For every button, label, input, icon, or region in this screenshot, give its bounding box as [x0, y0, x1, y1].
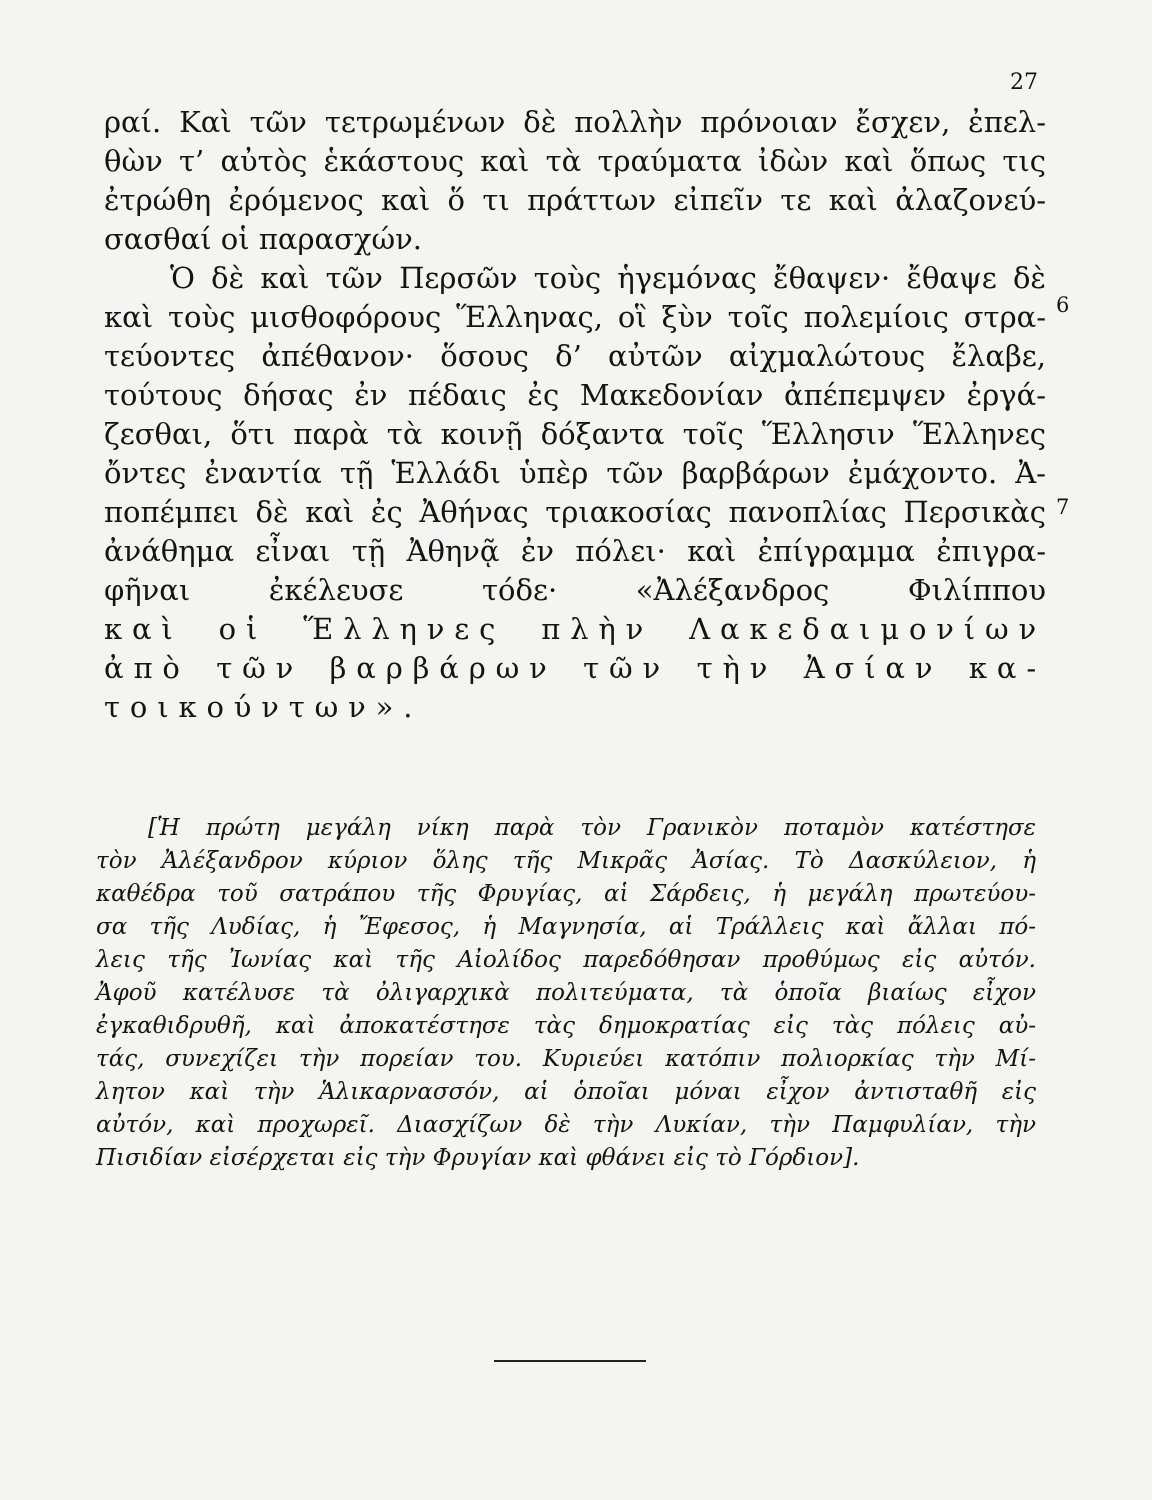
- commentary-line: Πισιδίαν εἰσέρχεται εἰς τὴν Φρυγίαν καὶ φθάνει εἰς τὸ Γόρδιον].: [96, 1145, 860, 1171]
- commentary-line: τάς, συνεχίζει τὴν πορείαν του. Κυριεύει κατόπιν πολιορκίας τὴν Μί-: [96, 1046, 1036, 1072]
- end-rule: [494, 1360, 646, 1362]
- commentary-line: σα τῆς Λυδίας, ἡ Ἔφεσος, ἡ Μαγνησία, αἱ Τράλλεις καὶ ἄλλαι πό-: [96, 914, 1036, 940]
- text-line: τούτους δήσας ἐν πέδαις ἐς Μακεδονίαν ἀπέπεμψεν ἐργά-: [104, 378, 1046, 412]
- commentary: [96, 812, 1036, 1175]
- text-line: θὼν τ’ αὐτὸς ἑκάστους καὶ τὰ τραύματα ἰδὼν καὶ ὅπως τις: [104, 144, 1046, 178]
- text-line: φῆναι ἐκέλευσε τόδε· «Ἀλέξανδρος Φιλίππου: [104, 573, 1046, 607]
- text-line: ἐτρώθη ἐρόμενος καὶ ὅ τι πράττων εἰπεῖν τε καὶ ἀλαζονεύ-: [104, 183, 1046, 217]
- text-line: ἀνάθημα εἶναι τῇ Ἀθηνᾷ ἐν πόλει· καὶ ἐπίγραμμα ἐπιγρα-: [104, 534, 1046, 568]
- text-line: σασθαί οἱ παρασχών.: [104, 222, 422, 256]
- text-line: ζεσθαι, ὅτι παρὰ τὰ κοινῇ δόξαντα τοῖς Ἕλλησιν Ἕλληνες: [104, 417, 1046, 451]
- commentary-line: Ἀφοῦ κατέλυσε τὰ ὀλιγαρχικὰ πολιτεύματα, τὰ ὁποῖα βιαίως εἶχον: [96, 980, 1036, 1006]
- inscription-line: τοικούντων».: [104, 690, 423, 724]
- page-number: 27: [1010, 70, 1038, 95]
- main-text: [104, 103, 1046, 727]
- commentary-line: καθέδρα τοῦ σατράπου τῆς Φρυγίας, αἱ Σάρδεις, ἡ μεγάλη πρωτεύου-: [96, 881, 1036, 907]
- text-line: ὄντες ἐναντία τῇ Ἑλλάδι ὑπὲρ τῶν βαρβάρων ἐμάχοντο. Ἀ-: [104, 456, 1046, 490]
- commentary-line: αὐτόν, καὶ προχωρεῖ. Διασχίζων δὲ τὴν Λυκίαν, τὴν Παμφυλίαν, τὴν: [96, 1112, 1036, 1138]
- text-line: καὶ τοὺς μισθοφόρους Ἕλληνας, οἳ ξὺν τοῖς πολεμίοις στρα-: [104, 300, 1046, 334]
- commentary-line: τὸν Ἀλέξανδρον κύριον ὅλης τῆς Μικρᾶς Ἀσίας. Τὸ Δασκύλειον, ἡ: [96, 848, 1036, 874]
- inscription-line: καὶ οἱ Ἕλληνες πλὴν Λακεδαιμονίων: [104, 612, 1046, 646]
- text-line: ραί. Καὶ τῶν τετρωμένων δὲ πολλὴν πρόνοιαν ἔσχεν, ἐπελ-: [104, 105, 1046, 139]
- commentary-line: [Ἡ πρώτη μεγάλη νίκη παρὰ τὸν Γρανικὸν ποταμὸν κατέστησε: [148, 815, 1036, 841]
- inscription-line: ἀπὸ τῶν βαρβάρων τῶν τὴν Ἀσίαν κα-: [104, 651, 1046, 685]
- section-number: 6: [1056, 293, 1070, 317]
- section-number: 7: [1056, 495, 1070, 519]
- text-line: ποπέμπει δὲ καὶ ἐς Ἀθήνας τριακοσίας πανοπλίας Περσικὰς: [104, 495, 1046, 529]
- text-line: τεύοντες ἀπέθανον· ὅσους δ’ αὐτῶν αἰχμαλώτους ἔλαβε,: [104, 339, 1046, 373]
- commentary-line: λητον καὶ τὴν Ἁλικαρνασσόν, αἱ ὁποῖαι μόναι εἶχον ἀντισταθῆ εἰς: [96, 1079, 1036, 1105]
- commentary-line: ἐγκαθιδρυθῆ, καὶ ἀποκατέστησε τὰς δημοκρατίας εἰς τὰς πόλεις αὐ-: [96, 1013, 1036, 1039]
- text-line: Ὁ δὲ καὶ τῶν Περσῶν τοὺς ἡγεμόνας ἔθαψεν· ἔθαψε δὲ: [170, 261, 1046, 295]
- commentary-line: λεις τῆς Ἰωνίας καὶ τῆς Αἰολίδος παρεδόθησαν προθύμως εἰς αὐτόν.: [96, 947, 1036, 973]
